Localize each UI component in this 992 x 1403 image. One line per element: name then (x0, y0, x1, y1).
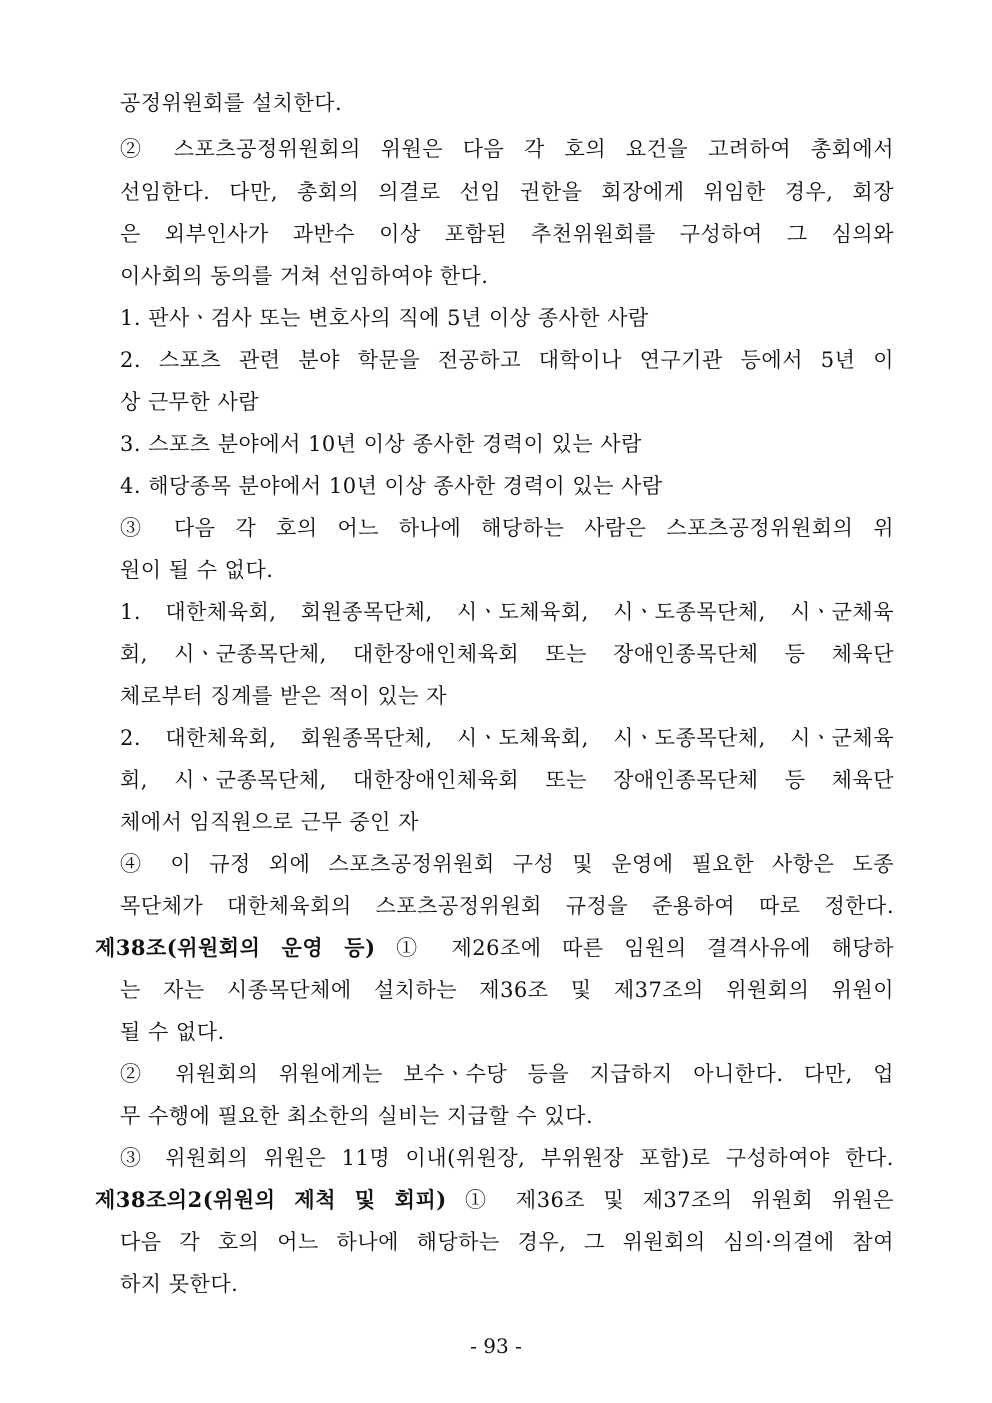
text-line: 원이 될 수 없다. (120, 558, 274, 582)
article-38-title: 제38조(위원회의 운영 등) (95, 935, 376, 960)
text-line: 체에서 임직원으로 근무 중인 자 (120, 810, 419, 834)
text-line: ③ 다음 각 호의 어느 하나에 해당하는 사람은 스포츠공정위원회의 위 (120, 516, 894, 540)
text-line: 1. 판사ㆍ검사 또는 변호사의 직에 5년 이상 종사한 사람 (120, 306, 649, 330)
text-line: ② 스포츠공정위원회의 위원은 다음 각 호의 요건을 고려하여 총회에서 (120, 137, 894, 161)
text-line: 공정위원회를 설치한다. (120, 91, 343, 115)
text-line: ④ 이 규정 외에 스포츠공정위원회 구성 및 운영에 필요한 사항은 도종 (120, 852, 894, 876)
text-line: ③ 위원회의 위원은 11명 이내(위원장, 부위원장 포함)로 구성하여야 한다. (120, 1146, 894, 1170)
text-line: 하지 못한다. (120, 1272, 239, 1296)
text-line: 목단체가 대한체육회의 스포츠공정위원회 규정을 준용하여 따로 정한다. (120, 894, 894, 918)
text-line: ② 위원회의 위원에게는 보수ㆍ수당 등을 지급하지 아니한다. 다만, 업 (120, 1062, 894, 1086)
page-number: - 93 - (470, 1334, 522, 1358)
text-line: 무 수행에 필요한 최소한의 실비는 지급할 수 있다. (120, 1104, 594, 1128)
text-line: 상 근무한 사람 (120, 390, 260, 414)
text-line: 1. 대한체육회, 회원종목단체, 시ㆍ도체육회, 시ㆍ도종목단체, 시ㆍ군체육 (120, 600, 894, 624)
article-38-2-text: ① 제36조 및 제37조의 위원회 위원은 (446, 1188, 894, 1212)
text-line: 3. 스포츠 분야에서 10년 이상 종사한 경력이 있는 사람 (120, 432, 642, 456)
text-line: 회, 시ㆍ군종목단체, 대한장애인체육회 또는 장애인종목단체 등 체육단 (120, 768, 894, 792)
text-line: 2. 스포츠 관련 분야 학문을 전공하고 대학이나 연구기관 등에서 5년 이 (120, 348, 894, 372)
text-line: 는 자는 시종목단체에 설치하는 제36조 및 제37조의 위원회의 위원이 (120, 978, 894, 1002)
text-line: 체로부터 징계를 받은 적이 있는 자 (120, 684, 447, 708)
text-line: 4. 해당종목 분야에서 10년 이상 종사한 경력이 있는 사람 (120, 474, 663, 498)
text-line: 다음 각 호의 어느 하나에 해당하는 경우, 그 위원회의 심의·의결에 참여 (120, 1230, 894, 1254)
text-line: 은 외부인사가 과반수 이상 포함된 추천위원회를 구성하여 그 심의와 (120, 222, 894, 246)
article-38-2-heading (95, 1185, 894, 1215)
text-line: 선임한다. 다만, 총회의 의결로 선임 권한을 회장에게 위임한 경우, 회장 (120, 180, 894, 204)
text-line: 2. 대한체육회, 회원종목단체, 시ㆍ도체육회, 시ㆍ도종목단체, 시ㆍ군체육 (120, 726, 894, 750)
article-38-text: ① 제26조에 따른 임원의 결격사유에 해당하 (375, 936, 894, 960)
text-line: 회, 시ㆍ군종목단체, 대한장애인체육회 또는 장애인종목단체 등 체육단 (120, 642, 894, 666)
text-line: 이사회의 동의를 거쳐 선임하여야 한다. (120, 264, 489, 288)
article-38-heading (95, 933, 894, 963)
text-line: 될 수 없다. (120, 1020, 225, 1044)
article-38-2-title: 제38조의2(위원의 제척 및 회피) (95, 1187, 447, 1212)
